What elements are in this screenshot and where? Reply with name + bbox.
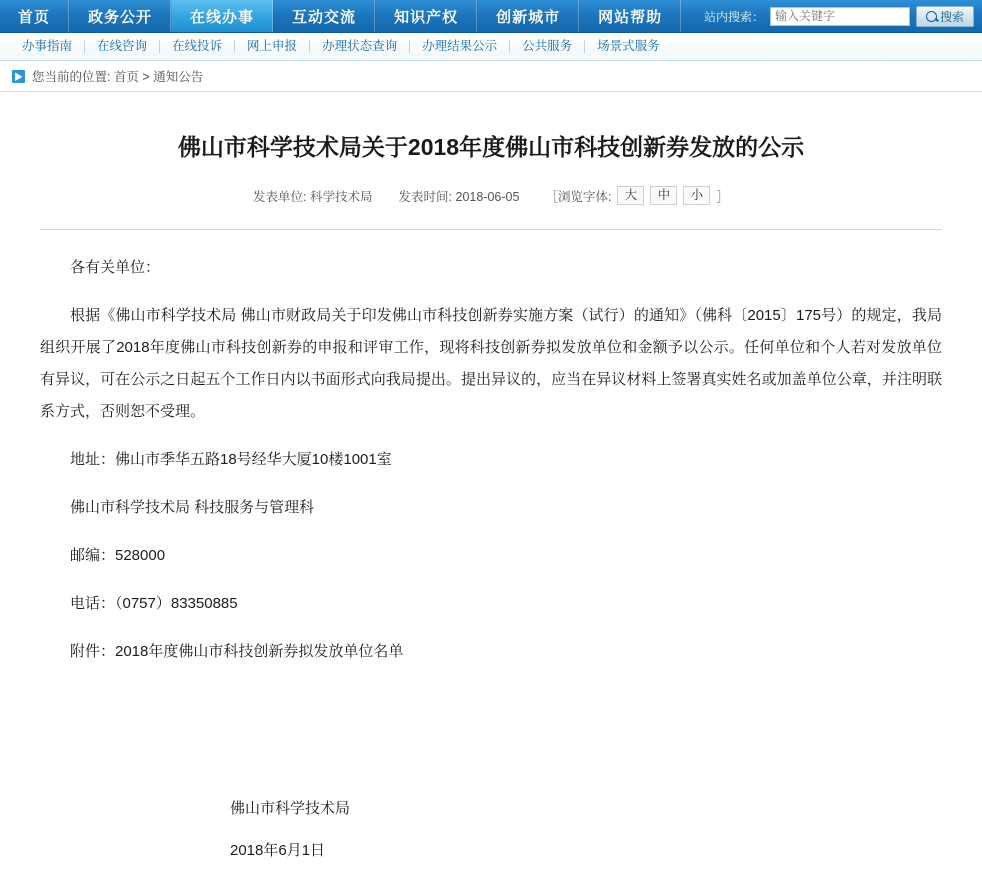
subnav-item-public-service[interactable]: 公共服务 (510, 40, 585, 53)
signature-organization: 佛山市科学技术局 (230, 800, 351, 817)
subnav-item-guide[interactable]: 办事指南 (10, 40, 85, 53)
article-body (40, 230, 942, 668)
nav-item-website-help[interactable]: 网站帮助 (579, 0, 681, 32)
article-paragraph-salutation: 各有关单位： (70, 259, 161, 276)
nav-item-home[interactable]: 首页 (0, 0, 69, 32)
site-search-label: 站内搜索： (703, 9, 764, 24)
search-input[interactable] (770, 7, 910, 26)
subnav-item-online-application[interactable]: 网上申报 (235, 40, 310, 53)
subnav-item-scenario-service[interactable]: 场景式服务 (597, 39, 660, 53)
font-size-small-button[interactable]: 小 (683, 186, 710, 205)
font-size-suffix: ］ (716, 189, 729, 204)
main-navigation (0, 0, 982, 33)
article-paragraph-address: 地址：佛山市季华五路18号经华大厦10楼1001室 (70, 451, 392, 468)
subnav-item-online-complaint[interactable]: 在线投诉 (160, 40, 235, 53)
search-icon (926, 11, 937, 22)
signature-date: 2018年6月1日 (230, 842, 326, 859)
breadcrumb (0, 61, 982, 92)
nav-item-innovation-city[interactable]: 创新城市 (477, 0, 579, 32)
article (40, 92, 942, 872)
search-button[interactable] (916, 6, 974, 27)
subnav-item-result-publicity[interactable]: 办理结果公示 (410, 40, 510, 53)
publisher-value: 科学技术局 (310, 189, 373, 204)
publish-date-label: 发表时间: (398, 189, 453, 204)
sub-navigation (0, 33, 982, 61)
page-title: 佛山市科学技术局关于2018年度佛山市科技创新券发放的公示 (177, 134, 805, 160)
publish-date-value: 2018-06-05 (455, 189, 520, 204)
font-size-prefix: ［浏览字体: (545, 189, 612, 204)
article-paragraph-phone: 电话：（0757）83350885 (70, 595, 238, 612)
font-size-medium-button[interactable]: 中 (650, 186, 677, 205)
article-meta (40, 186, 942, 205)
nav-item-government-affairs[interactable]: 政务公开 (69, 0, 171, 32)
publisher-label: 发表单位: (253, 189, 307, 204)
article-paragraph-attachment: 附件：2018年度佛山市科技创新券拟发放单位名单 (70, 643, 404, 660)
article-paragraph-department: 佛山市科学技术局 科技服务与管理科 (70, 499, 315, 516)
publisher-group (253, 187, 372, 205)
article-signature (40, 788, 942, 872)
nav-item-online-service[interactable]: 在线办事 (171, 0, 273, 32)
subnav-item-status-query[interactable]: 办理状态查询 (310, 40, 410, 53)
arrow-right-icon: ▶ (13, 71, 23, 82)
nav-item-intellectual-property[interactable]: 知识产权 (375, 0, 477, 32)
search-button-label: 搜索 (939, 9, 964, 24)
subnav-item-online-consult[interactable]: 在线咨询 (85, 40, 160, 53)
main-content (0, 92, 982, 872)
font-size-large-button[interactable]: 大 (617, 186, 644, 205)
article-paragraph-main: 根据《佛山市科学技术局 佛山市财政局关于印发佛山市科技创新券实施方案（试行）的通知》（佛科〔2015〕175号）的规定，我局组织开展了2018年度佛山市科技创新券的申报和评审工作，现将科技创新券拟发放单位和金额予以公示。任何单位和个人若对发放单位有异议，可在公示之日起五个工作日内以书面形式向我局提出。提出异议的，应当在异议材料上签署真实姓名或加盖单位公章，并注明联系方式，否则恕不受理。 (40, 307, 942, 420)
site-search (704, 0, 982, 32)
publish-date-group (399, 187, 520, 205)
font-size-controls (545, 186, 729, 205)
breadcrumb-text[interactable]: 您当前的位置: 首页 > 通知公告 (32, 70, 204, 84)
nav-item-interaction[interactable]: 互动交流 (273, 0, 375, 32)
article-paragraph-postcode: 邮编：528000 (70, 547, 166, 564)
